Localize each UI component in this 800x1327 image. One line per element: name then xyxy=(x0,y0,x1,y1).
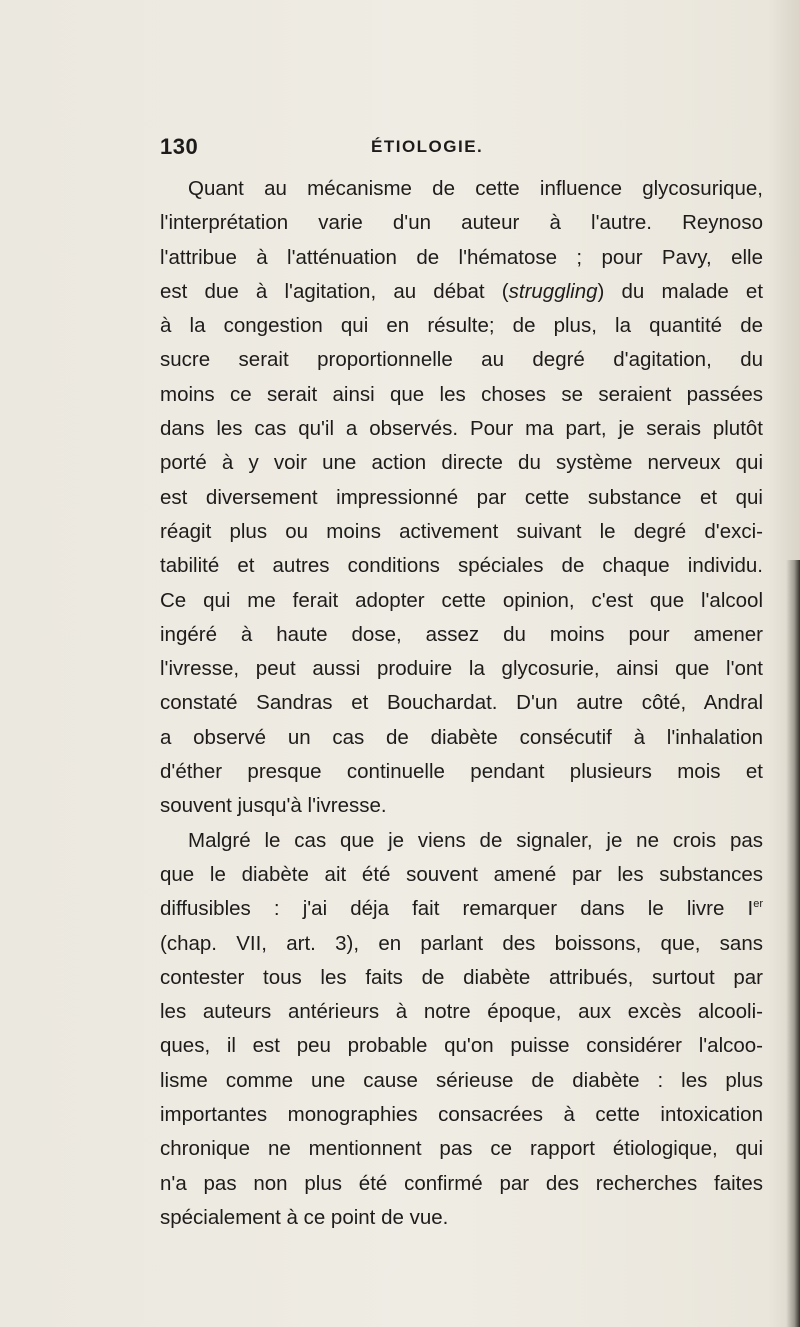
text-line: à la congestion qui en résulte; de plus, la quantité de xyxy=(160,314,763,338)
text-fragment: du malade et xyxy=(621,279,764,303)
text-line: Quant au mécanisme de cette influence glycosurique, xyxy=(188,177,763,200)
text-line: moins ce serait ainsi que les choses se seraient passées xyxy=(160,382,763,406)
text-line: les auteurs antérieurs à notre époque, aux excès alcooli- xyxy=(160,1000,763,1024)
chapter-title: ÉTIOLOGIE. xyxy=(371,137,484,156)
text-line: ingéré à haute dose, assez du moins pour amener xyxy=(160,622,763,646)
text-line: d'éther presque continuelle pendant plusieurs mois et xyxy=(160,760,763,784)
text-line: l'ivresse, peut aussi produire la glycosurie, ainsi que l'ont xyxy=(160,657,763,681)
text-line: l'attribue à l'atténuation de l'hématose ; pour Pavy, elle xyxy=(160,245,763,269)
text-line: n'a pas non plus été confirmé par des recherches faites xyxy=(160,1171,763,1195)
text-line: chronique ne mentionnent pas ce rapport étiologique, qui xyxy=(160,1137,763,1161)
text-line: importantes monographies consacrées à cette intoxication xyxy=(160,1103,763,1127)
running-head xyxy=(160,134,760,164)
text-line: ques, il est peu probable qu'on puisse considérer l'alcoo- xyxy=(160,1034,763,1058)
text-line: spécialement à ce point de vue. xyxy=(160,1205,449,1229)
text-line: lisme comme une cause sérieuse de diabète : les plus xyxy=(160,1068,763,1092)
text-line: a observé un cas de diabète consécutif à l'inhalation xyxy=(160,725,763,749)
text-line: constaté Sandras et Bouchardat. D'un autre côté, Andral xyxy=(160,691,763,715)
text-line: (chap. VII, art. 3), en parlant des boissons, que, sans xyxy=(160,931,763,955)
text-line: Malgré le cas que je viens de signaler, je ne crois pas xyxy=(188,828,763,852)
text-line: sucre serait proportionnelle au degré d'agitation, du xyxy=(160,348,763,372)
text-line: que le diabète ait été souvent amené par les substances xyxy=(160,862,763,886)
body-text xyxy=(160,172,763,1235)
text-line: Ce qui me ferait adopter cette opinion, c'est que l'alcool xyxy=(160,588,763,612)
page-edge-shadow xyxy=(786,560,800,1327)
text-fragment: diffusibles : j'ai déja fait remarquer dans le livre I xyxy=(160,897,754,921)
text-line: l'interprétation varie d'un auteur à l'autre. Reynoso xyxy=(160,211,763,235)
text-line: porté à y voir une action directe du système nerveux qui xyxy=(160,451,763,475)
text-line: est diversement impressionné par cette substance et qui xyxy=(160,485,763,509)
text-line: tabilité et autres conditions spéciales de chaque individu. xyxy=(160,554,763,578)
page-number: 130 xyxy=(160,134,199,159)
superscript: er xyxy=(753,898,763,911)
text-line: contester tous les faits de diabète attribués, surtout par xyxy=(160,965,763,989)
paragraph-2 xyxy=(160,824,763,1236)
text-line: dans les cas qu'il a observés. Pour ma part, je serais plutôt xyxy=(160,417,763,441)
text-line-with-italic: est due à l'agitation, au débat (struggling) du malade et xyxy=(160,279,764,303)
text-fragment: est due à l'agitation, au débat xyxy=(160,279,485,303)
text-line-with-superscript xyxy=(160,892,763,926)
text-line: réagit plus ou moins activement suivant le degré d'exci- xyxy=(160,519,763,543)
text-line: souvent jusqu'à l'ivresse. xyxy=(160,794,387,818)
italic-term: struggling xyxy=(508,279,598,303)
paragraph-1 xyxy=(160,172,763,824)
